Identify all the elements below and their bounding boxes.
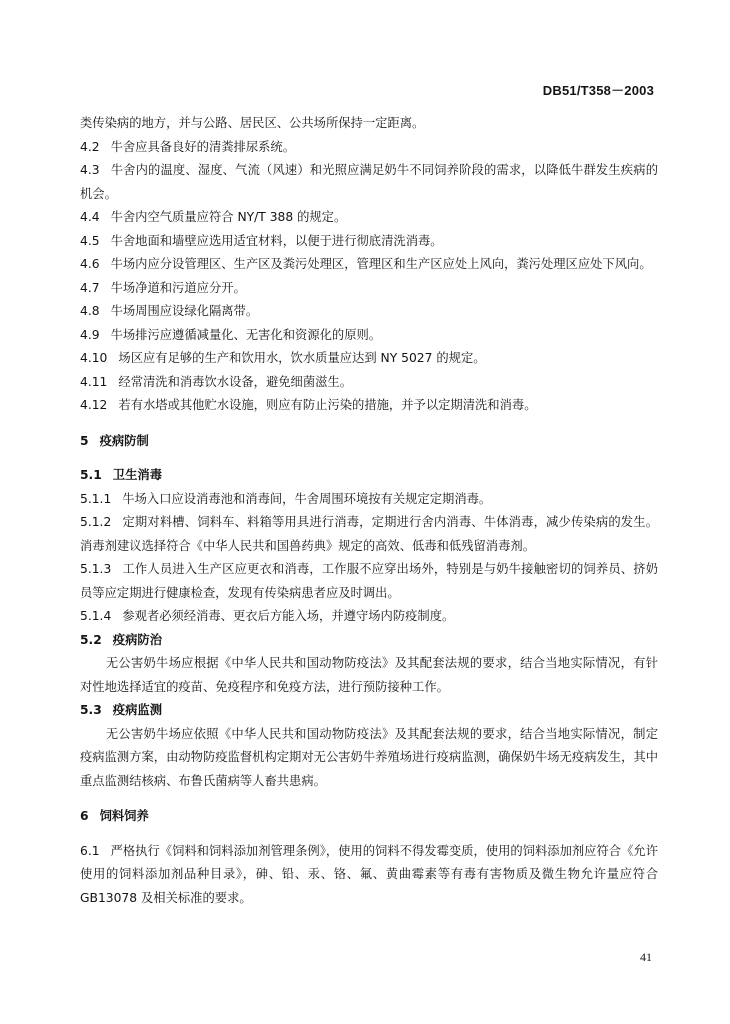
clause-5-1-4 — [80, 605, 658, 629]
clause-4-11 — [80, 371, 658, 395]
clause-text: 严格执行《饲料和饲料添加剂管理条例》，使用的饲料不得发霉变质，使用的饲料添加剂应符合《允许使用的饲料添加剂品种目录》，砷、铅、汞、铬、氟、黄曲霉素等有毒有害物质及微生物允许量应符合 GB13078 及相关标准的要求。 — [80, 843, 658, 905]
page-number: 41 — [640, 950, 652, 964]
clause-5-1-2 — [80, 511, 658, 558]
clause-number: 4.7 — [80, 280, 100, 295]
clause-4-8 — [80, 300, 658, 324]
subsection-title: 卫生消毒 — [112, 468, 162, 482]
section-number: 6 — [80, 809, 89, 823]
clause-number: 4.8 — [80, 304, 100, 318]
clause-text: 牛场周围应设绿化隔离带。 — [110, 304, 259, 318]
clause-4-4 — [80, 206, 658, 230]
clause-number: 4.3 — [80, 163, 100, 177]
subsection-5-2-paragraph: 无公害奶牛场应根据《中华人民共和国动物防疫法》及其配套法规的要求，结合当地实际情况，有针对性地选择适宜的疫苗、免疫程序和免疫方法，进行预防接种工作。 — [80, 656, 658, 694]
clause-number: 4.11 — [80, 374, 108, 389]
clause-number: 5.1.3 — [80, 562, 112, 576]
clause-4-6 — [80, 253, 658, 277]
clause-number: 4.4 — [80, 210, 100, 224]
clause-text: 牛场入口应设消毒池和消毒间，牛舍周围环境按有关规定定期消毒。 — [122, 491, 492, 506]
subsection-5-3-heading — [80, 699, 658, 723]
section-number: 5 — [80, 433, 89, 448]
clause-text: 参观者必须经消毒、更衣后方能入场，并遵守场内防疫制度。 — [122, 609, 455, 623]
clause-5-1-3 — [80, 558, 658, 605]
spacer — [80, 453, 658, 464]
document-number: DB51/T358－2003 — [542, 83, 654, 98]
clause-text: 工作人员进入生产区应更衣和消毒，工作服不应穿出场外，特别是与奶牛接触密切的饲养员、挤奶员等应定期进行健康检查，发现有传染病患者应及时调出。 — [80, 562, 658, 600]
clause-4-5 — [80, 230, 658, 254]
section-6-heading — [80, 805, 658, 829]
clause-text: 牛场排污应遵循减量化、无害化和资源化的原则。 — [110, 327, 382, 342]
clause-text: 牛场净道和污道应分开。 — [110, 280, 246, 295]
clause-4-7 — [80, 277, 658, 301]
clause-4-10 — [80, 347, 658, 371]
clause-4-2 — [80, 136, 658, 160]
subsection-title: 疫病防治 — [112, 632, 162, 647]
clause-text: 牛舍内空气质量应符合 NY/T 388 的规定。 — [110, 210, 347, 224]
clause-text: 牛舍地面和墙壁应选用适宜材料，以便于进行彻底清洗消毒。 — [110, 233, 443, 248]
section-title: 饲料饲养 — [99, 809, 149, 823]
subsection-number: 5.3 — [80, 703, 102, 717]
section-title: 疫病防制 — [99, 433, 149, 448]
clause-number: 4.10 — [80, 351, 108, 365]
clause-number: 5.1.1 — [80, 491, 112, 506]
clause-text: 牛场内应分设管理区、生产区及粪污处理区，管理区和生产区应处上风向，粪污处理区应处下风向。 — [110, 257, 652, 271]
clause-6-1 — [80, 840, 658, 911]
clause-text: 牛舍应具备良好的清粪排尿系统。 — [110, 139, 296, 154]
clause-number: 4.2 — [80, 139, 100, 154]
clause-text: 定期对料槽、饲料车、料箱等用具进行消毒，定期进行舍内消毒、牛体消毒，减少传染病的发生。消毒剂建议选择符合《中华人民共和国兽药典》规定的高效、低毒和低残留消毒剂。 — [80, 515, 658, 553]
document-body — [80, 112, 658, 910]
clause-text: 场区应有足够的生产和饮用水，饮水质量应达到 NY 5027 的规定。 — [118, 351, 486, 365]
clause-4-12 — [80, 394, 658, 418]
clause-number: 4.9 — [80, 327, 100, 342]
spacer — [80, 829, 658, 840]
section-5-heading — [80, 430, 658, 454]
clause-5-1-1 — [80, 488, 658, 512]
subsection-number: 5.2 — [80, 632, 102, 647]
subsection-5-2-heading — [80, 629, 658, 653]
subsection-title: 疫病监测 — [112, 703, 162, 717]
clause-number: 5.1.2 — [80, 515, 112, 529]
clause-number: 4.12 — [80, 398, 108, 412]
clause-4-3 — [80, 159, 658, 206]
clause-number: 4.6 — [80, 257, 100, 271]
clause-text: 若有水塔或其他贮水设施，则应有防止污染的措施，并予以定期清洗和消毒。 — [118, 398, 537, 412]
clause-number: 6.1 — [80, 843, 100, 858]
clause-text: 经常清洗和消毒饮水设备，避免细菌滋生。 — [118, 374, 353, 389]
clause-text: 牛舍内的温度、湿度、气流（风速）和光照应满足奶牛不同饲养阶段的需求，以降低牛群发生疾病的机会。 — [80, 163, 658, 201]
continued-paragraph: 类传染病的地方，并与公路、居民区、公共场所保持一定距离。 — [80, 116, 425, 130]
subsection-5-3-paragraph: 无公害奶牛场应依照《中华人民共和国动物防疫法》及其配套法规的要求，结合当地实际情况，制定疫病监测方案，由动物防疫监督机构定期对无公害奶牛养殖场进行疫病监测，确保奶牛场无疫病发生，其中重点监测结核病、布鲁氏菌病等人畜共患病。 — [80, 726, 658, 788]
clause-number: 5.1.4 — [80, 609, 112, 623]
clause-number: 4.5 — [80, 233, 100, 248]
clause-4-9 — [80, 324, 658, 348]
subsection-5-1-heading — [80, 464, 658, 488]
subsection-number: 5.1 — [80, 468, 102, 482]
